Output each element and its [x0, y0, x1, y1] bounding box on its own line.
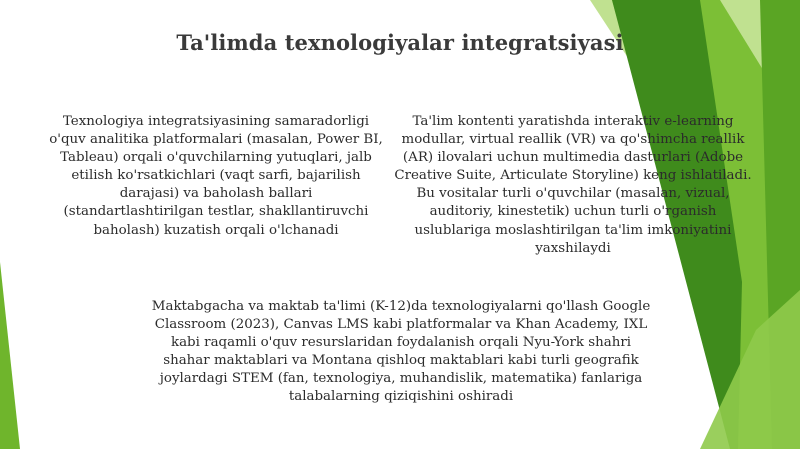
left-edge-facet	[0, 262, 20, 449]
left-paragraph: Texnologiya integratsiyasining samaradorligi o'quv analitika platformalari (masalan, Power BI, Tableau) orqali o'quvchilarning yutuqlari, jalb etilish ko'rsatkichlari (vaqt sarfi, bajarilish darajasi) va baholash ballari (standartlashtirilgan testlar, shakllantiruvchi baholash) kuzatish orqali o'lchanadi	[49, 114, 383, 238]
bottom-paragraph: Maktabgacha va maktab ta'limi (K-12)da texnologiyalarni qo'llash Google Classroom (2023), Canvas LMS kabi platformalar va Khan Academy, IXL kabi raqamli o'quv resurslaridan foydalanish orqali Nyu-York shahri shahar maktablari va Montana qishloq maktablari kabi turli geografik joylardagi STEM (fan, texnologiya, muhandislik, matematika) fanlariga talabalarning qiziqishini oshiradi	[151, 299, 651, 405]
right-paragraph: Ta'lim kontenti yaratishda interaktiv e-learning modullar, virtual reallik (VR) va qo'shimcha reallik (AR) ilovalari uchun multimedia dasturlari (Adobe Creative Suite, Articulate Storyline) keng ishlatiladi. Bu vositalar turli o'quvchilar (masalan, vizual, auditoriy, kinestetik) uchun turli o'rganish uslublariga moslashtirilgan ta'lim imkoniyatini yaxshilaydi	[394, 114, 752, 256]
slide-title: Ta'limda texnologiyalar integratsiyasi	[176, 30, 624, 55]
